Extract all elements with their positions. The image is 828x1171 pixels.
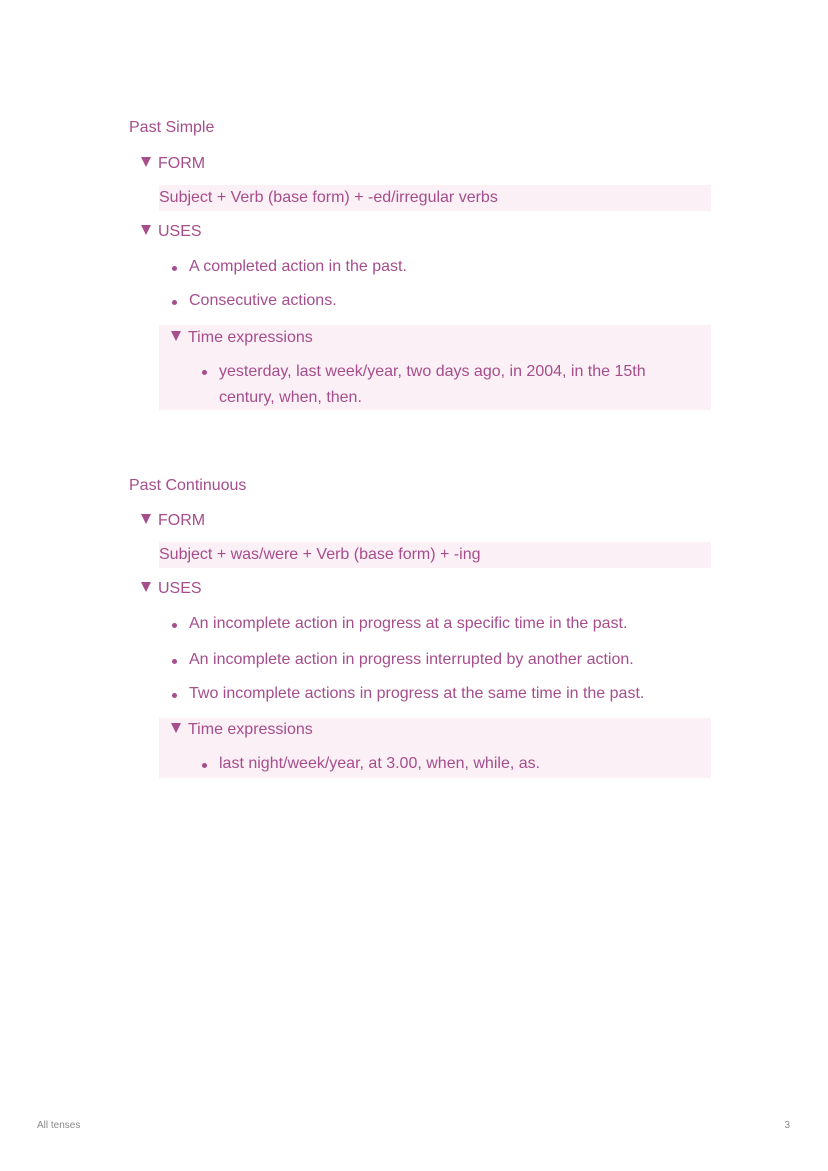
- time-expressions-block-past-simple: [159, 325, 711, 410]
- triangle-down-icon: [141, 225, 151, 235]
- section-title-past-continuous: Past Continuous: [129, 477, 247, 494]
- triangle-down-icon: [171, 331, 181, 341]
- bullet-dot-icon: [172, 300, 177, 305]
- form-block-past-continuous: [159, 542, 711, 568]
- list-item-text: last night/week/year, at 3.00, when, while, as.: [219, 755, 541, 772]
- toggle-label: Time expressions: [188, 329, 313, 346]
- triangle-down-icon: [141, 582, 151, 592]
- toggle-label: USES: [158, 580, 202, 597]
- form-text: Subject + Verb (base form) + -ed/irregular verbs: [159, 189, 498, 206]
- bullet-dot-icon: [202, 763, 207, 768]
- bullet-dot-icon: [172, 623, 177, 628]
- form-text: Subject + was/were + Verb (base form) + -ing: [159, 546, 481, 563]
- list-item-text: Consecutive actions.: [189, 292, 337, 309]
- toggle-time-expressions[interactable]: [171, 329, 313, 347]
- toggle-form-past-simple[interactable]: [141, 155, 205, 173]
- time-expressions-block-past-continuous: [159, 718, 711, 778]
- toggle-form-past-continuous[interactable]: [141, 512, 205, 530]
- form-block-past-simple: [159, 185, 711, 211]
- list-item-text: yesterday, last week/year, two days ago, in 2004, in the 15th century, when, then.: [219, 363, 646, 406]
- toggle-label: USES: [158, 223, 202, 240]
- toggle-label: Time expressions: [188, 721, 313, 738]
- list-item-text: An incomplete action in progress interrupted by another action.: [189, 651, 634, 668]
- bullet-dot-icon: [172, 659, 177, 664]
- bullet-dot-icon: [172, 266, 177, 271]
- triangle-down-icon: [141, 514, 151, 524]
- footer-page-number: 3: [784, 1120, 790, 1131]
- triangle-down-icon: [141, 157, 151, 167]
- list-item-text: A completed action in the past.: [189, 258, 407, 275]
- toggle-uses-past-simple[interactable]: [141, 223, 202, 241]
- list-item-text: Two incomplete actions in progress at the same time in the past.: [189, 685, 645, 702]
- footer-document-title: All tenses: [37, 1120, 81, 1131]
- triangle-down-icon: [171, 723, 181, 733]
- toggle-label: FORM: [158, 512, 206, 529]
- bullet-dot-icon: [172, 693, 177, 698]
- list-item-text: An incomplete action in progress at a specific time in the past.: [189, 615, 628, 632]
- section-title-past-simple: Past Simple: [129, 119, 215, 136]
- bullet-dot-icon: [202, 370, 207, 375]
- toggle-uses-past-continuous[interactable]: [141, 580, 202, 598]
- toggle-label: FORM: [158, 155, 206, 172]
- toggle-time-expressions[interactable]: [171, 721, 313, 739]
